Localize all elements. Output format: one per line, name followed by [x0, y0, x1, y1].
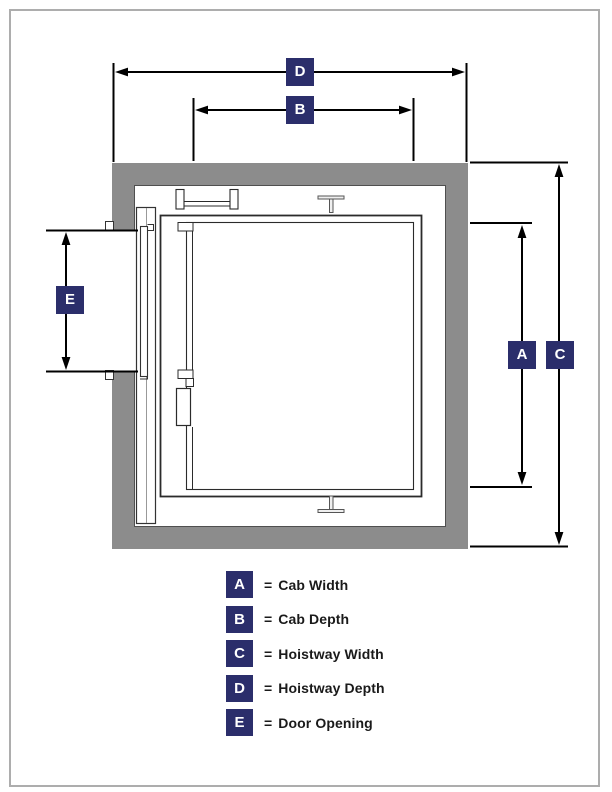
header-post-left — [176, 190, 184, 210]
legend-row-b — [226, 606, 385, 633]
dim-e-arrow-bottom — [62, 357, 71, 370]
equals-sign: = — [264, 576, 273, 593]
legend-label-c — [264, 646, 384, 662]
legend-row-d — [226, 675, 385, 702]
legend-label-text: Hoistway Width — [278, 645, 384, 662]
dim-badge-hoistway-width: C — [546, 341, 574, 369]
dim-b-arrow-right — [399, 106, 412, 115]
legend-badge-b: B — [226, 606, 253, 633]
wall-right — [446, 185, 468, 527]
wall-left-below-door — [112, 371, 134, 527]
legend-label-text: Door Opening — [278, 714, 373, 731]
door-operator-header — [176, 190, 238, 210]
equals-sign: = — [264, 680, 273, 696]
legend-badge-d: D — [226, 675, 253, 702]
legend — [226, 571, 385, 744]
wall-left-above-door — [112, 185, 134, 231]
dim-b-arrow-left — [195, 106, 208, 115]
door-operator-box — [177, 389, 191, 426]
header-post-right — [230, 190, 238, 210]
wall-top — [112, 163, 468, 185]
equals-sign: = — [264, 714, 273, 731]
door-opening-edges — [112, 231, 134, 372]
legend-row-a — [226, 571, 385, 598]
wall-bottom — [112, 527, 468, 549]
dim-c-arrow-top — [555, 164, 564, 177]
legend-label-text: Hoistway Depth — [278, 680, 385, 696]
cab-jamb-bottom-step — [186, 379, 194, 387]
door-panels — [137, 208, 156, 524]
door-jamb-notches — [106, 222, 114, 380]
dim-badge-hoistway-depth: D — [286, 58, 314, 86]
legend-row-e — [226, 709, 385, 736]
cab-jamb-top — [178, 223, 193, 232]
dim-badge-cab-depth: B — [286, 96, 314, 124]
cab-jamb-bottom — [178, 370, 193, 379]
dim-d-arrow-right — [452, 68, 465, 77]
legend-label-b — [264, 611, 349, 627]
dim-e-arrow-top — [62, 232, 71, 245]
dim-d-arrow-left — [115, 68, 128, 77]
legend-label-d — [264, 680, 385, 696]
legend-label-text: Cab Depth — [278, 611, 350, 627]
dim-badge-door-opening: E — [56, 286, 84, 314]
door-panel — [141, 227, 148, 377]
legend-badge-a: A — [226, 571, 253, 598]
equals-sign: = — [264, 611, 273, 627]
cab — [161, 216, 422, 497]
dim-a-arrow-top — [518, 225, 527, 238]
legend-label-a — [264, 577, 348, 593]
legend-badge-e: E — [226, 709, 253, 736]
guide-rail-bottom-icon — [318, 496, 344, 513]
equals-sign: = — [264, 645, 273, 662]
legend-badge-c: C — [226, 640, 253, 667]
dim-c-arrow-bottom — [555, 532, 564, 545]
guide-rail-top-icon — [318, 196, 344, 213]
dim-a-arrow-bottom — [518, 472, 527, 485]
legend-row-c — [226, 640, 385, 667]
legend-label-e — [264, 715, 373, 731]
cab-outer-wall — [161, 216, 422, 497]
dim-badge-cab-width: A — [508, 341, 536, 369]
legend-label-text: Cab Width — [278, 576, 349, 593]
